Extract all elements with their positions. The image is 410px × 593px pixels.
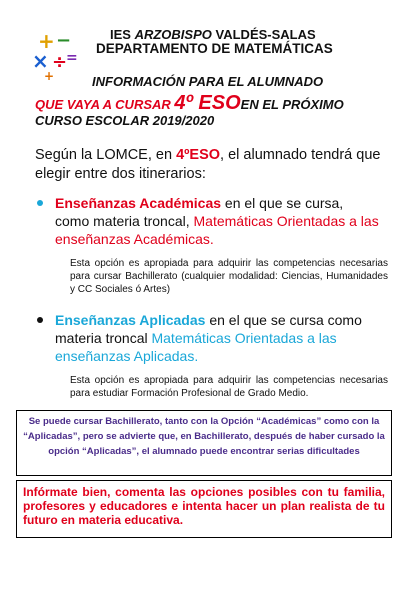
subtitle-line-1: QUE VAYA A CURSAR 4º ESOEN EL PRÓXIMO (35, 92, 344, 114)
svg-text:+: + (38, 29, 55, 53)
math-symbols-logo-icon (30, 28, 84, 82)
advice-box: Infórmate bien, comenta las opciones posibles con tu familia, profesores y educadores e intenta hacer un plan realista de tu futuro en materia educativa. (16, 480, 392, 538)
option-academicas-note: Esta opción es apropiada para adquirir las competencias necesarias para cursar Bachillerato (cualquier modalidad: Ciencias, Humanidades y CC Sociales ó Artes) (70, 258, 388, 295)
svg-text:+: + (44, 69, 55, 82)
department-name: DEPARTAMENTO DE MATEMÁTICAS (96, 41, 333, 56)
svg-text:−: − (56, 30, 72, 51)
option-aplicadas-note: Esta opción es apropiada para adquirir las competencias necesarias para estudiar Formación Profesional de Grado Medio. (70, 375, 388, 399)
school-name: IES ARZOBISPO VALDÉS-SALAS (110, 27, 316, 42)
option-aplicadas: Enseñanzas Aplicadas en el que se cursa como materia troncal Matemáticas Orientadas a las enseñanzas Aplicadas. (55, 311, 380, 365)
bullet-icon (37, 200, 43, 206)
warning-box: Se puede cursar Bachillerato, tanto con la Opción “Académicas” como con la “Aplicadas”, pero se advierte que, en Bachillerato, después de haber cursado la opción “Aplicadas”, el alumnado puede encontrar serias dificultades (16, 410, 392, 476)
option-academicas: Enseñanzas Académicas en el que se cursa, como materia troncal, Matemáticas Orientadas a las enseñanzas Académicas. (55, 194, 380, 248)
svg-text:=: = (66, 50, 78, 66)
bullet-icon (37, 317, 43, 323)
svg-text:÷: ÷ (52, 52, 68, 73)
subtitle-line-2: CURSO ESCOLAR 2019/2020 (35, 113, 215, 128)
info-title: INFORMACIÓN PARA EL ALUMNADO (92, 74, 324, 89)
intro-paragraph: Según la LOMCE, en 4ºESO, el alumnado tendrá que elegir entre dos itinerarios: (35, 147, 381, 182)
svg-text:×: × (32, 49, 49, 73)
